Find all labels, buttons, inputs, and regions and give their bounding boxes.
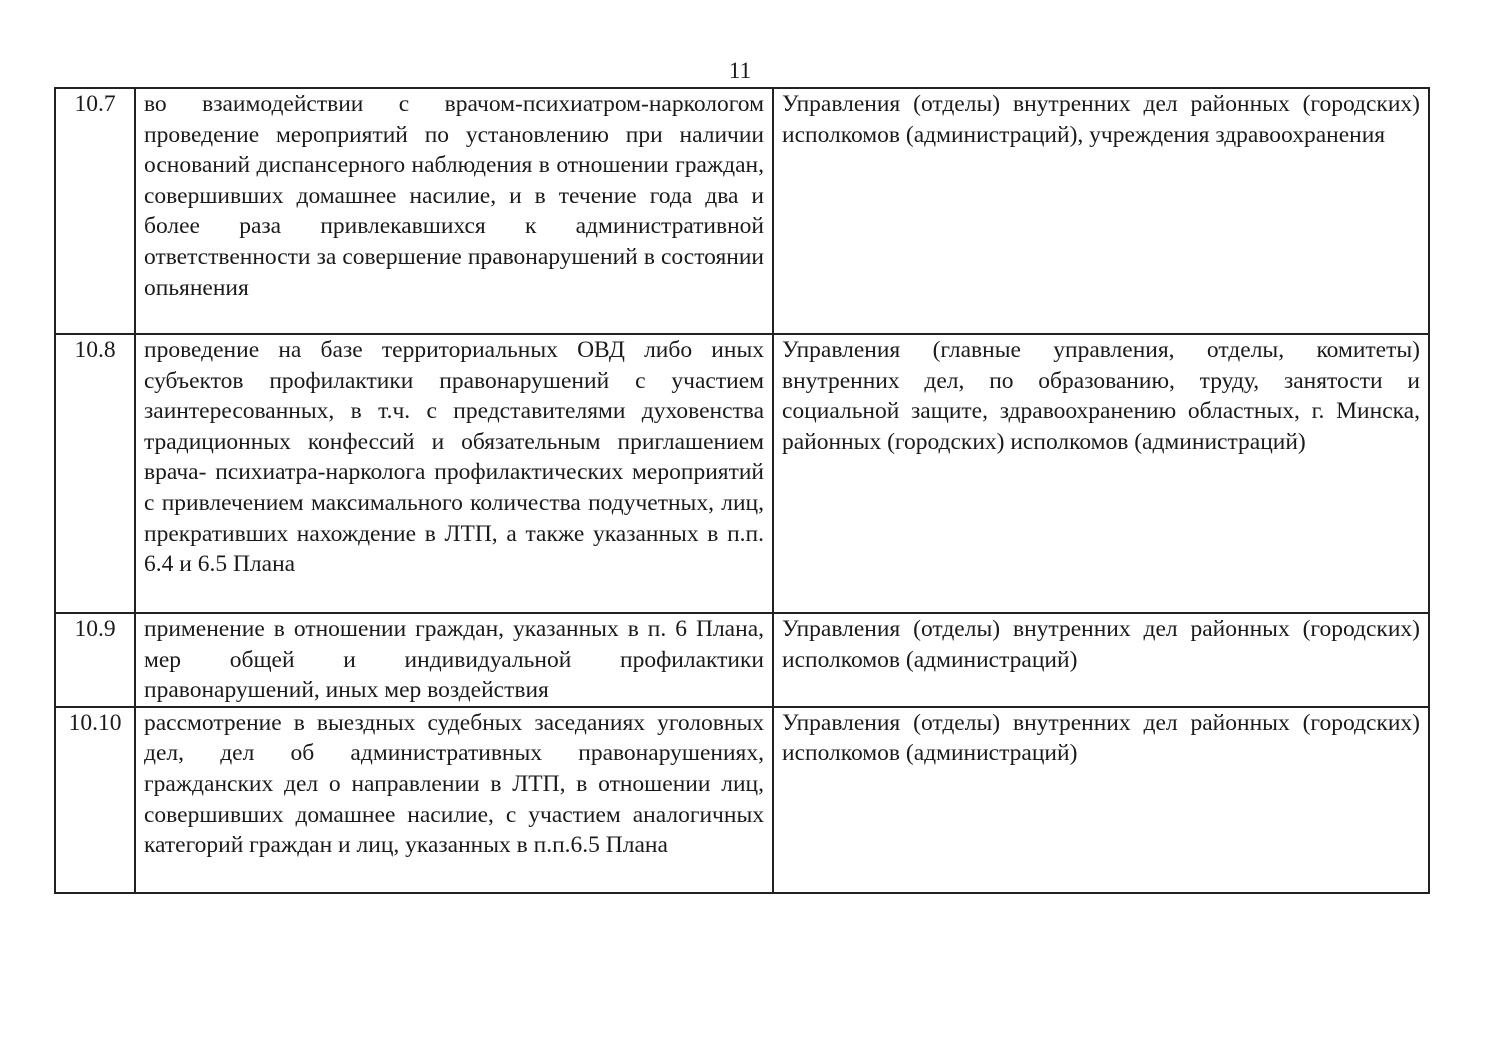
table-row bbox=[55, 613, 1429, 707]
executor-text: Управления (отделы) внутренних дел районных (городских) исполкомов (администраций), учреждения здравоохранения bbox=[773, 88, 1429, 334]
table-row bbox=[55, 707, 1429, 893]
item-number: 10.7 bbox=[55, 88, 135, 334]
plan-table bbox=[54, 87, 1430, 894]
measure-text: во взаимодействии с врачом-психиатром-наркологом проведение мероприятий по установлению при наличии оснований диспансерного наблюдения в отношении граждан, совершивших домашнее насилие, и в течение года два и более раза привлекавшихся к административной ответственности за совершение правонарушений в состоянии опьянения bbox=[135, 88, 773, 334]
table-row bbox=[55, 88, 1429, 334]
measure-text: применение в отношении граждан, указанных в п. 6 Плана, мер общей и индивидуальной профилактики правонарушений, иных мер воздействия bbox=[135, 613, 773, 707]
item-number: 10.10 bbox=[55, 707, 135, 893]
executor-text: Управления (отделы) внутренних дел районных (городских) исполкомов (администраций) bbox=[773, 707, 1429, 893]
executor-text: Управления (отделы) внутренних дел районных (городских) исполкомов (администраций) bbox=[773, 613, 1429, 707]
item-number: 10.9 bbox=[55, 613, 135, 707]
measure-text: рассмотрение в выездных судебных заседаниях уголовных дел, дел об административных правонарушениях, гражданских дел о направлении в ЛТП, в отношении лиц, совершивших домашнее насилие, с участием аналогичных категорий граждан и лиц, указанных в п.п.6.5 Плана bbox=[135, 707, 773, 893]
page-number: 11 bbox=[728, 58, 752, 83]
executor-text: Управления (главные управления, отделы, комитеты) внутренних дел, по образованию, труду, занятости и социальной защите, здравоохранению областных, г. Минска, районных (городских) исполкомов (администраций) bbox=[773, 334, 1429, 613]
table-row bbox=[55, 334, 1429, 613]
item-number: 10.8 bbox=[55, 334, 135, 613]
measure-text: проведение на базе территориальных ОВД либо иных субъектов профилактики правонарушений с участием заинтересованных, в т.ч. с представителями духовенства традиционных конфессий и обязательным приглашением врача- психиатра-нарколога профилактических мероприятий с привлечением максимального количества подучетных, лиц, прекративших нахождение в ЛТП, а также указанных в п.п. 6.4 и 6.5 Плана bbox=[135, 334, 773, 613]
